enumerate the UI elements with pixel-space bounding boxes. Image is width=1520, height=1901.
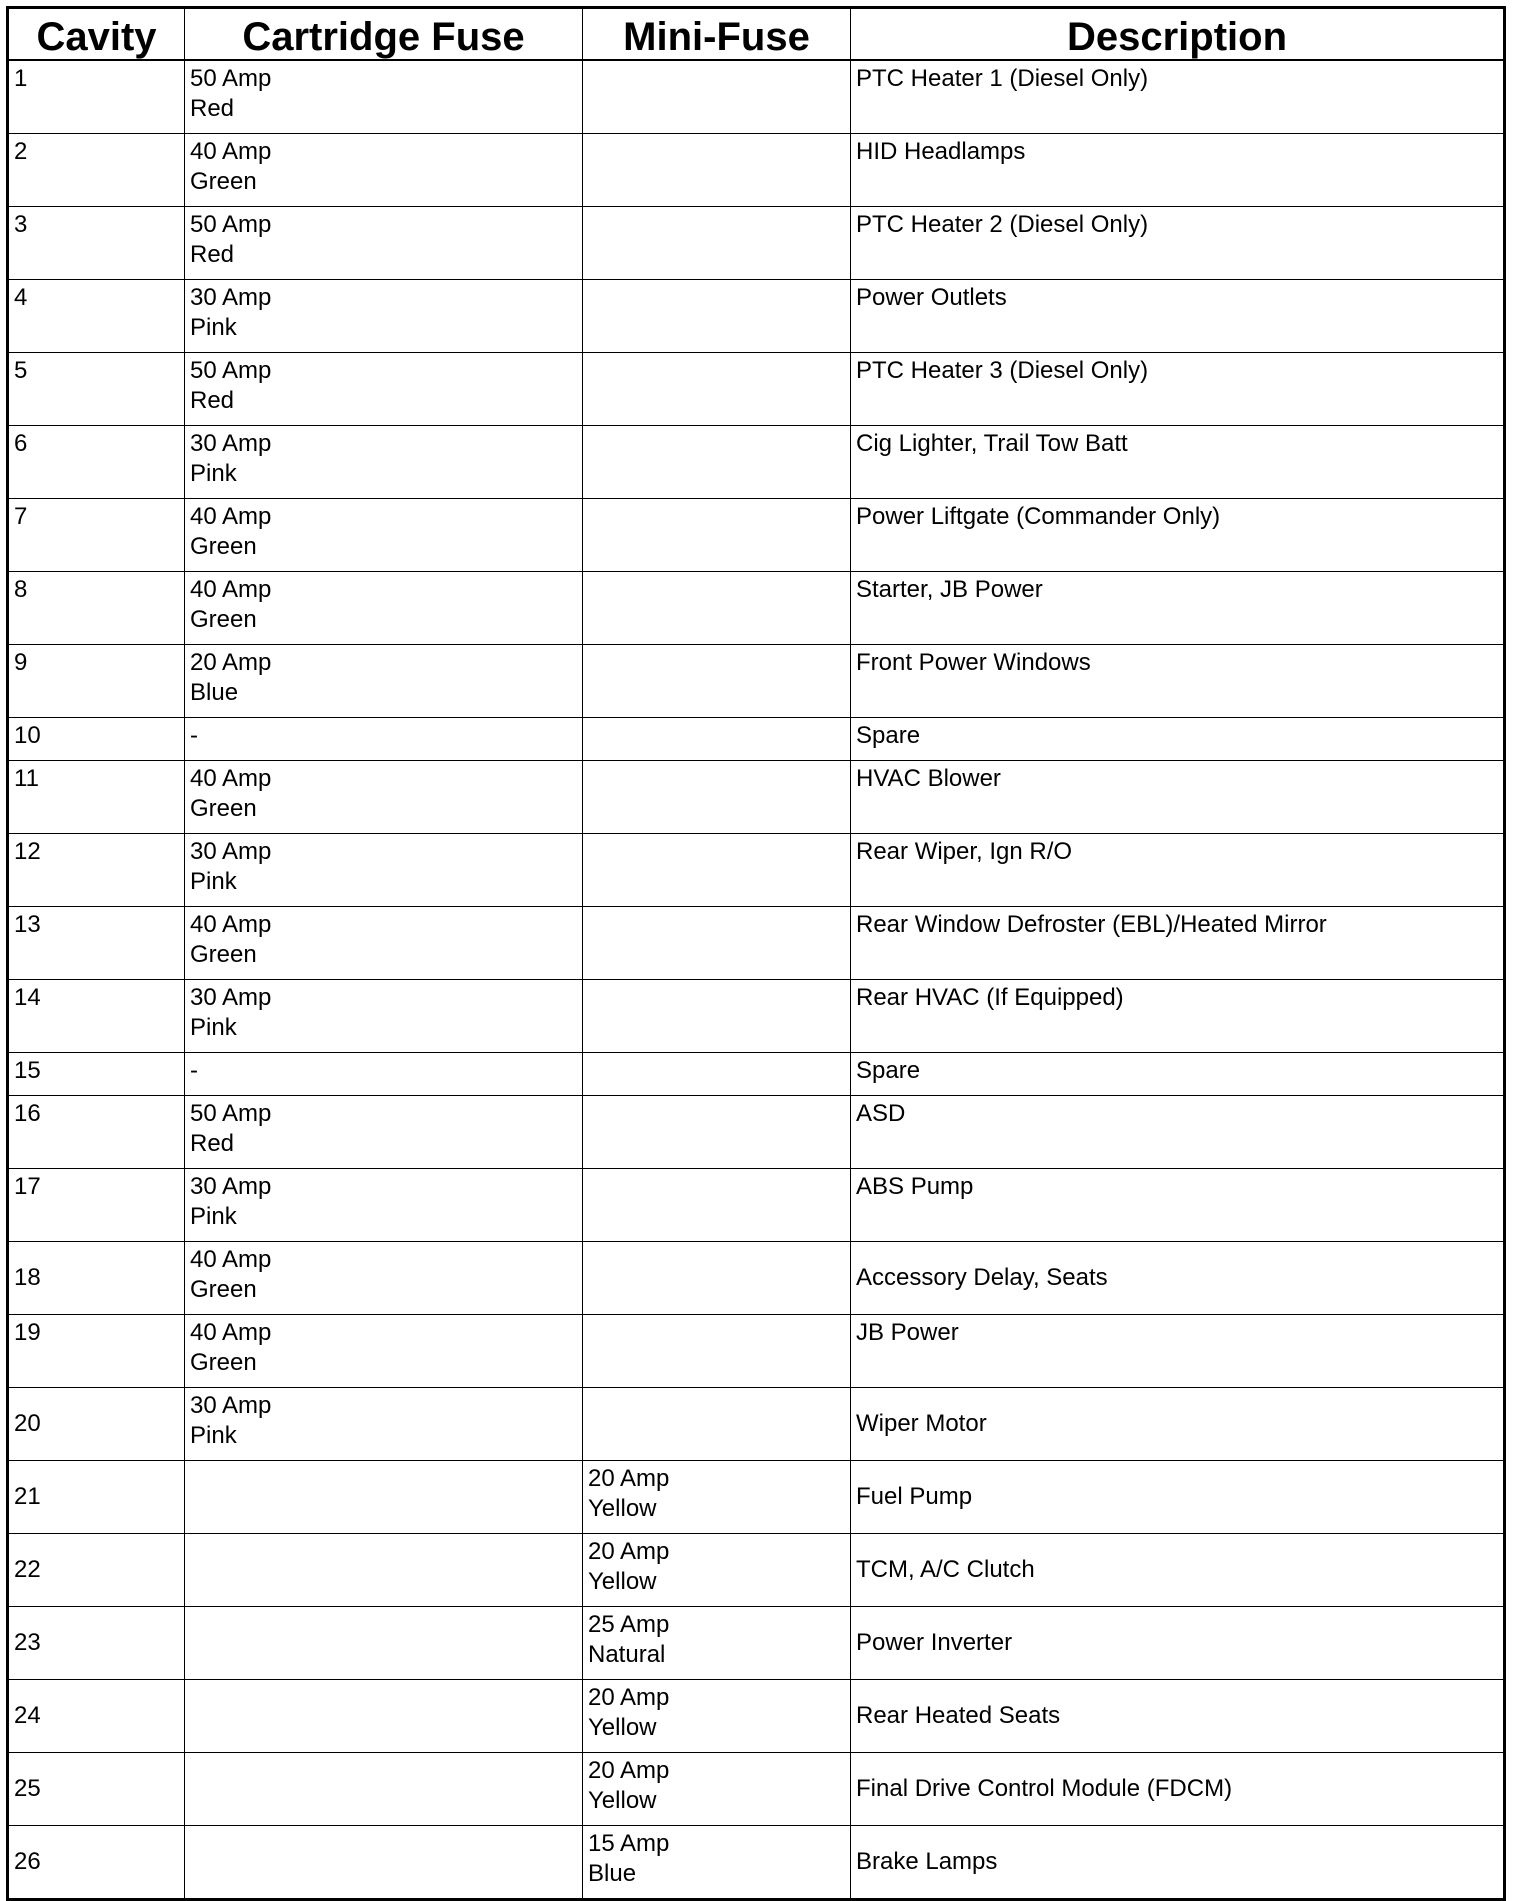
cartridge-color: Green [190,168,257,195]
cartridge-fuse-cell [185,834,583,907]
mini-fuse-color: Natural [588,1641,666,1668]
cartridge-rating: 30 Amp [190,984,272,1011]
mini-fuse-rating: 20 Amp [588,1757,670,1784]
cartridge-fuse-cell [185,645,583,718]
header-mini-fuse: Mini-Fuse [583,8,851,61]
cartridge-fuse-cell [185,1315,583,1388]
mini-fuse-cell [583,1607,851,1680]
mini-fuse-cell [583,1753,851,1826]
cartridge-color: Red [190,1130,235,1157]
mini-fuse-cell [583,1534,851,1607]
cartridge-rating: 30 Amp [190,1173,272,1200]
cavity-cell: 6 [8,426,185,499]
table-row [8,1607,1505,1680]
cartridge-color: Green [190,941,257,968]
cartridge-rating: 40 Amp [190,576,272,603]
header-row [8,8,1505,61]
mini-fuse-cell [583,280,851,353]
description-cell: Power Inverter [851,1607,1505,1680]
table-row [8,1534,1505,1607]
cartridge-color: Pink [190,868,237,895]
table-row [8,1753,1505,1826]
description-cell: PTC Heater 2 (Diesel Only) [851,207,1505,280]
cartridge-fuse-cell [185,353,583,426]
mini-fuse-cell [583,207,851,280]
header-cartridge-fuse: Cartridge Fuse [185,8,583,61]
description-cell: TCM, A/C Clutch [851,1534,1505,1607]
cavity-cell: 8 [8,572,185,645]
cartridge-fuse-cell [185,761,583,834]
cartridge-rating: - [190,722,198,749]
cartridge-rating: - [190,1057,198,1084]
mini-fuse-rating: 20 Amp [588,1465,670,1492]
cartridge-color: Red [190,387,235,414]
cartridge-fuse-cell [185,1607,583,1680]
cartridge-color: Green [190,795,257,822]
cartridge-fuse-cell [185,980,583,1053]
table-row [8,60,1505,134]
cartridge-color: Pink [190,1014,237,1041]
table-row [8,1680,1505,1753]
mini-fuse-color: Yellow [588,1495,657,1522]
cartridge-rating: 40 Amp [190,138,272,165]
mini-fuse-color: Blue [588,1860,637,1887]
cartridge-rating: 50 Amp [190,211,272,238]
mini-fuse-cell [583,1315,851,1388]
cavity-cell: 9 [8,645,185,718]
cartridge-fuse-cell [185,280,583,353]
cartridge-fuse-cell [185,207,583,280]
mini-fuse-cell [583,1169,851,1242]
cavity-cell: 12 [8,834,185,907]
cartridge-color: Red [190,241,235,268]
table-row [8,499,1505,572]
cartridge-fuse-cell [185,907,583,980]
cartridge-fuse-cell [185,1680,583,1753]
table-row [8,280,1505,353]
description-cell: HVAC Blower [851,761,1505,834]
table-row [8,1315,1505,1388]
cavity-cell: 10 [8,718,185,761]
mini-fuse-cell [583,1388,851,1461]
description-cell: ABS Pump [851,1169,1505,1242]
mini-fuse-rating: 15 Amp [588,1830,670,1857]
cartridge-color: Green [190,1276,257,1303]
header-cavity: Cavity [8,8,185,61]
mini-fuse-cell [583,1053,851,1096]
cavity-cell: 19 [8,1315,185,1388]
cavity-cell: 14 [8,980,185,1053]
mini-fuse-cell [583,426,851,499]
cartridge-fuse-cell [185,1388,583,1461]
mini-fuse-cell [583,60,851,134]
cartridge-rating: 40 Amp [190,911,272,938]
description-cell: Cig Lighter, Trail Tow Batt [851,426,1505,499]
table-row [8,207,1505,280]
fuse-table-body [8,60,1505,1900]
mini-fuse-cell [583,353,851,426]
cartridge-color: Pink [190,314,237,341]
table-row [8,1388,1505,1461]
cavity-cell: 7 [8,499,185,572]
table-row [8,718,1505,761]
cartridge-rating: 30 Amp [190,284,272,311]
mini-fuse-cell [583,1680,851,1753]
table-row [8,980,1505,1053]
cartridge-fuse-cell [185,134,583,207]
mini-fuse-cell [583,134,851,207]
table-row [8,1242,1505,1315]
cavity-cell: 11 [8,761,185,834]
cartridge-rating: 40 Amp [190,765,272,792]
cartridge-rating: 40 Amp [190,1319,272,1346]
table-row [8,572,1505,645]
cartridge-fuse-cell [185,426,583,499]
description-cell: Rear Wiper, Ign R/O [851,834,1505,907]
fuse-table [6,6,1506,1901]
cartridge-color: Red [190,95,235,122]
cartridge-rating: 30 Amp [190,1392,272,1419]
table-row [8,1826,1505,1900]
description-cell: Rear Window Defroster (EBL)/Heated Mirror [851,907,1505,980]
mini-fuse-rating: 25 Amp [588,1611,670,1638]
cavity-cell: 13 [8,907,185,980]
table-row [8,134,1505,207]
cartridge-rating: 50 Amp [190,1100,272,1127]
mini-fuse-cell [583,980,851,1053]
mini-fuse-cell [583,645,851,718]
table-row [8,645,1505,718]
cartridge-color: Green [190,1349,257,1376]
mini-fuse-cell [583,834,851,907]
mini-fuse-cell [583,572,851,645]
cavity-cell: 4 [8,280,185,353]
mini-fuse-cell [583,1096,851,1169]
description-cell: Starter, JB Power [851,572,1505,645]
cavity-cell: 26 [8,1826,185,1900]
table-row [8,761,1505,834]
table-row [8,834,1505,907]
table-row [8,907,1505,980]
cartridge-rating: 20 Amp [190,649,272,676]
cavity-cell: 5 [8,353,185,426]
description-cell: Spare [851,718,1505,761]
table-row [8,353,1505,426]
cavity-cell: 25 [8,1753,185,1826]
mini-fuse-cell [583,907,851,980]
description-cell: Final Drive Control Module (FDCM) [851,1753,1505,1826]
cartridge-fuse-cell [185,1096,583,1169]
cartridge-fuse-cell [185,1461,583,1534]
description-cell: JB Power [851,1315,1505,1388]
description-cell: ASD [851,1096,1505,1169]
cavity-cell: 16 [8,1096,185,1169]
cartridge-fuse-cell [185,60,583,134]
cartridge-fuse-cell [185,1826,583,1900]
cavity-cell: 2 [8,134,185,207]
cartridge-fuse-cell [185,718,583,761]
description-cell: Accessory Delay, Seats [851,1242,1505,1315]
cartridge-fuse-cell [185,1242,583,1315]
cartridge-fuse-cell [185,572,583,645]
description-cell: PTC Heater 1 (Diesel Only) [851,60,1505,134]
mini-fuse-color: Yellow [588,1568,657,1595]
cavity-cell: 21 [8,1461,185,1534]
cartridge-rating: 30 Amp [190,838,272,865]
description-cell: Rear Heated Seats [851,1680,1505,1753]
description-cell: Brake Lamps [851,1826,1505,1900]
table-row [8,1461,1505,1534]
mini-fuse-cell [583,718,851,761]
table-row [8,426,1505,499]
cavity-cell: 23 [8,1607,185,1680]
table-row [8,1053,1505,1096]
cavity-cell: 15 [8,1053,185,1096]
mini-fuse-cell [583,1242,851,1315]
cartridge-color: Pink [190,460,237,487]
cartridge-color: Green [190,606,257,633]
cavity-cell: 24 [8,1680,185,1753]
table-row [8,1169,1505,1242]
mini-fuse-cell [583,499,851,572]
cartridge-fuse-cell [185,499,583,572]
cartridge-rating: 40 Amp [190,503,272,530]
cavity-cell: 22 [8,1534,185,1607]
cavity-cell: 20 [8,1388,185,1461]
description-cell: PTC Heater 3 (Diesel Only) [851,353,1505,426]
mini-fuse-color: Yellow [588,1714,657,1741]
cartridge-fuse-cell [185,1053,583,1096]
header-description: Description [851,8,1505,61]
mini-fuse-rating: 20 Amp [588,1538,670,1565]
cavity-cell: 18 [8,1242,185,1315]
description-cell: Spare [851,1053,1505,1096]
table-row [8,1096,1505,1169]
cartridge-color: Pink [190,1422,237,1449]
cartridge-rating: 40 Amp [190,1246,272,1273]
description-cell: Front Power Windows [851,645,1505,718]
cartridge-color: Blue [190,679,239,706]
description-cell: Wiper Motor [851,1388,1505,1461]
cavity-cell: 1 [8,60,185,134]
cartridge-rating: 50 Amp [190,65,272,92]
mini-fuse-cell [583,761,851,834]
mini-fuse-rating: 20 Amp [588,1684,670,1711]
cavity-cell: 3 [8,207,185,280]
cartridge-color: Pink [190,1203,237,1230]
cartridge-fuse-cell [185,1534,583,1607]
mini-fuse-cell [583,1461,851,1534]
cavity-cell: 17 [8,1169,185,1242]
description-cell: Power Outlets [851,280,1505,353]
cartridge-rating: 50 Amp [190,357,272,384]
cartridge-fuse-cell [185,1753,583,1826]
cartridge-color: Green [190,533,257,560]
description-cell: Power Liftgate (Commander Only) [851,499,1505,572]
cartridge-fuse-cell [185,1169,583,1242]
mini-fuse-color: Yellow [588,1787,657,1814]
description-cell: Rear HVAC (If Equipped) [851,980,1505,1053]
description-cell: Fuel Pump [851,1461,1505,1534]
cartridge-rating: 30 Amp [190,430,272,457]
mini-fuse-cell [583,1826,851,1900]
description-cell: HID Headlamps [851,134,1505,207]
